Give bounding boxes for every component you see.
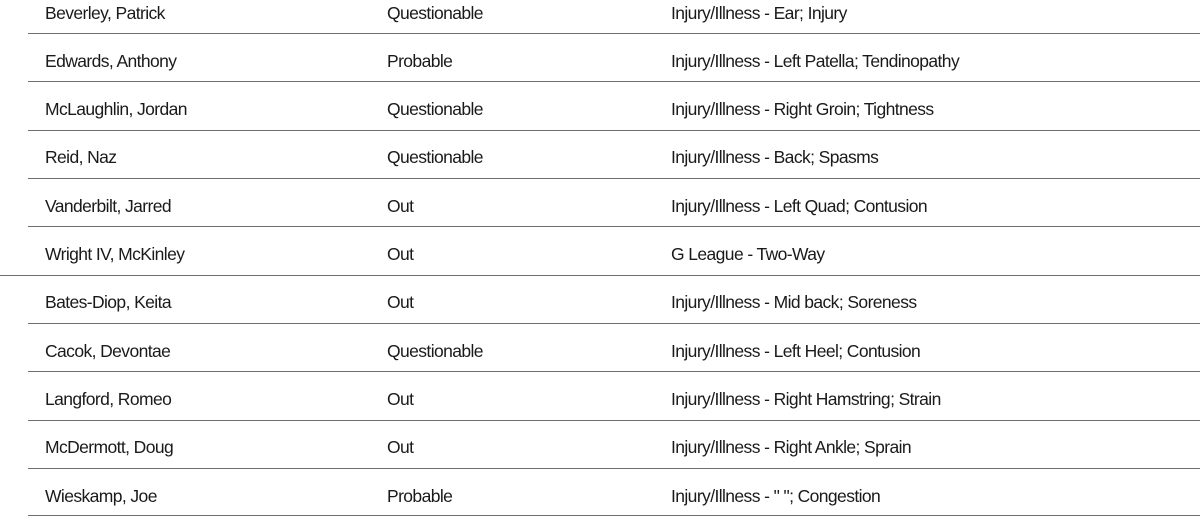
injury-reason: Injury/Illness - Right Groin; Tightness (671, 99, 934, 119)
table-row (0, 232, 1200, 280)
table-row (0, 377, 1200, 425)
game-status: Out (387, 196, 414, 216)
injury-reason: Injury/Illness - " "; Congestion (671, 486, 881, 506)
injury-reason: Injury/Illness - Right Ankle; Sprain (671, 437, 912, 457)
table-row (0, 39, 1200, 87)
table-row (0, 87, 1200, 135)
game-status: Out (387, 244, 414, 264)
player-name: Wright IV, McKinley (45, 244, 185, 264)
game-status: Questionable (387, 99, 483, 119)
table-row (0, 474, 1200, 522)
player-name: Langford, Romeo (45, 389, 172, 409)
table-row (0, 280, 1200, 328)
game-status: Questionable (387, 341, 483, 361)
table-row (0, 425, 1200, 473)
player-name: Edwards, Anthony (45, 51, 177, 71)
player-name: McLaughlin, Jordan (45, 99, 187, 119)
table-row (0, 184, 1200, 232)
player-name: Wieskamp, Joe (45, 486, 157, 506)
injury-reason: Injury/Illness - Ear; Injury (671, 3, 847, 23)
player-name: Bates-Diop, Keita (45, 292, 171, 312)
game-status: Out (387, 437, 414, 457)
table-row (0, 329, 1200, 377)
table-row (0, 0, 1200, 39)
injury-reason: Injury/Illness - Back; Spasms (671, 147, 879, 167)
injury-reason: Injury/Illness - Left Patella; Tendinopathy (671, 51, 960, 71)
player-name: Vanderbilt, Jarred (45, 196, 172, 216)
player-name: Beverley, Patrick (45, 3, 165, 23)
player-name: Cacok, Devontae (45, 341, 171, 361)
injury-reason: Injury/Illness - Left Quad; Contusion (671, 196, 927, 216)
injury-reason: G League - Two-Way (671, 244, 825, 264)
game-status: Probable (387, 486, 453, 506)
game-status: Out (387, 389, 414, 409)
injury-reason: Injury/Illness - Left Heel; Contusion (671, 341, 921, 361)
game-status: Questionable (387, 3, 483, 23)
game-status: Out (387, 292, 414, 312)
table-row (0, 135, 1200, 183)
game-status: Questionable (387, 147, 483, 167)
game-status: Probable (387, 51, 453, 71)
injury-reason: Injury/Illness - Right Hamstring; Strain (671, 389, 941, 409)
player-name: Reid, Naz (45, 147, 117, 167)
injury-reason: Injury/Illness - Mid back; Soreness (671, 292, 917, 312)
player-name: McDermott, Doug (45, 437, 174, 457)
